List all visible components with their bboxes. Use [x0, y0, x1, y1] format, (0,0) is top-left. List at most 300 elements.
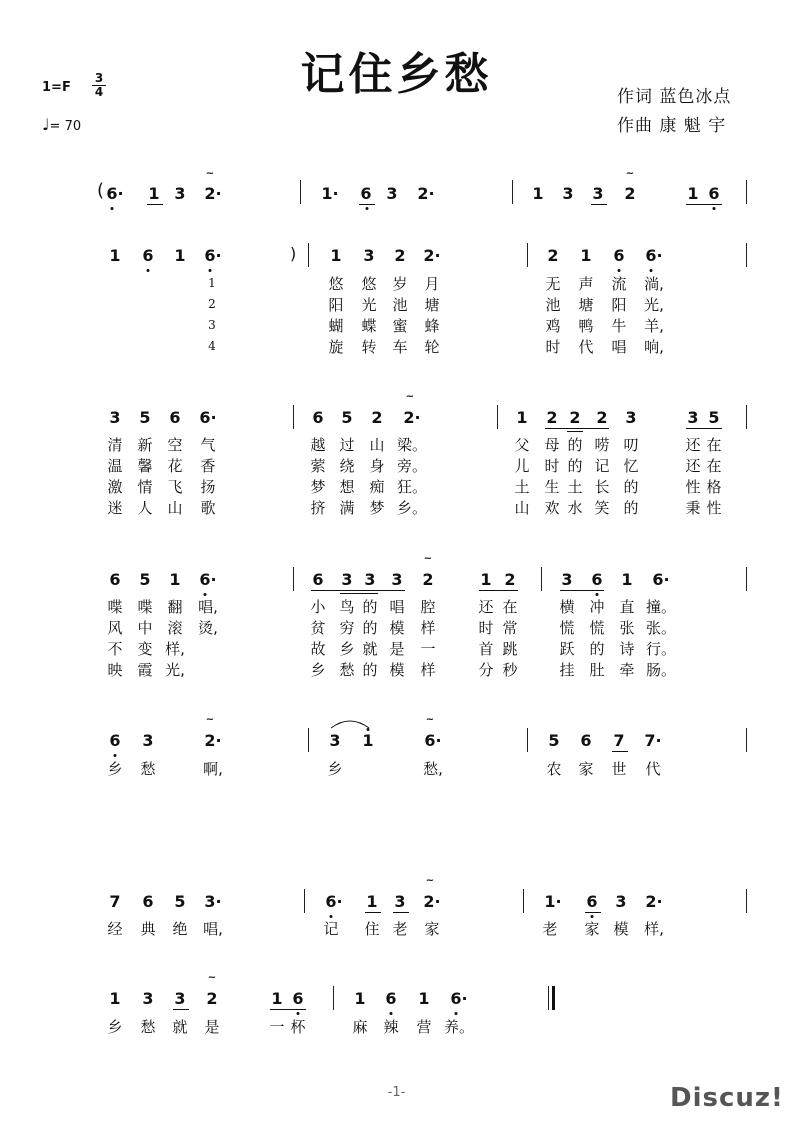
- lyric-char: 代: [578, 338, 594, 356]
- lyric-char: 梦: [369, 499, 385, 517]
- ornament-icon: ~: [425, 714, 435, 725]
- note: 1: [174, 246, 186, 265]
- lyric-char: 滚: [167, 619, 183, 637]
- lyric-char: 唱: [389, 598, 405, 616]
- lyric-char: 常: [502, 619, 518, 637]
- note: 3: [109, 408, 121, 427]
- beam: [612, 751, 628, 752]
- note: 1: [418, 989, 430, 1008]
- bar-line: [527, 728, 528, 752]
- note: 3: [592, 184, 604, 203]
- note: 6: [591, 570, 603, 589]
- ornament-icon: ~: [625, 168, 635, 179]
- lyric-char: 的: [567, 436, 583, 454]
- note: 6·: [199, 408, 217, 427]
- note: 6: [109, 731, 121, 750]
- note: 2·: [423, 246, 441, 265]
- lyric-char: 土: [514, 478, 530, 496]
- lyric-char: 跃: [559, 640, 575, 658]
- lyric-char: 是: [389, 640, 405, 658]
- lyric-char: 老: [392, 920, 408, 938]
- note: 2: [547, 246, 559, 265]
- beam: [311, 590, 405, 591]
- lyric-char: 翻: [167, 598, 183, 616]
- tempo-mark: [42, 115, 81, 134]
- lyric-char: 旁。: [396, 457, 428, 475]
- lyric-char: 欢: [544, 499, 560, 517]
- note: 2·: [204, 731, 222, 750]
- lyric-char: 性: [706, 499, 722, 517]
- bar-line: [304, 889, 305, 913]
- lyric-char: 变: [137, 640, 153, 658]
- high-dot: [367, 728, 370, 731]
- lyric-char: 营: [416, 1018, 432, 1036]
- note: 2: [504, 570, 516, 589]
- note: 3: [174, 184, 186, 203]
- lyric-char: 山: [369, 436, 385, 454]
- note: 6: [708, 184, 720, 203]
- lyric-char: 住: [364, 920, 380, 938]
- lyric-char: 映: [107, 661, 123, 679]
- lyric-char: 张。: [645, 619, 677, 637]
- note: 6: [613, 246, 625, 265]
- note: 6: [385, 989, 397, 1008]
- note: 3: [363, 246, 375, 265]
- lyric-char: 挂: [559, 661, 575, 679]
- lyric-char: 激: [107, 478, 123, 496]
- intro-close-paren: ): [290, 244, 297, 263]
- lyric-char: 的: [362, 598, 378, 616]
- lyric-char: 挤: [310, 499, 326, 517]
- lyric-char: 淌,: [644, 275, 664, 293]
- lyric-char: 霞: [137, 661, 153, 679]
- note: 2: [596, 408, 608, 427]
- lyric-char: 蜂: [424, 317, 440, 335]
- bar-line: [746, 180, 747, 204]
- lyric-char: 记: [323, 920, 339, 938]
- beam: [270, 1009, 306, 1010]
- note: 6·: [424, 731, 442, 750]
- lyric-char: 馨: [137, 457, 153, 475]
- note: 6: [142, 892, 154, 911]
- lyric-char: 喋: [107, 598, 123, 616]
- lyric-char: 流: [611, 275, 627, 293]
- lyric-char: 记: [594, 457, 610, 475]
- lyric-char: 唱,: [198, 598, 218, 616]
- end-bar-thin: [548, 986, 549, 1010]
- lyric-char: 样: [420, 619, 436, 637]
- lyric-char: 横: [559, 598, 575, 616]
- lyric-char: 经: [107, 920, 123, 938]
- lyric-char: 代: [645, 760, 661, 778]
- low-dot: [650, 269, 653, 272]
- note: 1: [687, 184, 699, 203]
- key-signature: 1=F: [42, 80, 71, 95]
- lyric-char: 的: [362, 619, 378, 637]
- lyric-char: 池: [392, 296, 408, 314]
- lyric-char: 乡: [327, 760, 343, 778]
- lyric-char: 轮: [424, 338, 440, 356]
- note: 2·: [417, 184, 435, 203]
- lyric-char: 秉: [685, 499, 701, 517]
- beam: [365, 912, 381, 913]
- note: 7: [613, 731, 625, 750]
- bar-line: [746, 243, 747, 267]
- ornament-icon: ~: [405, 391, 415, 402]
- beam: [560, 590, 604, 591]
- note: 2: [206, 989, 218, 1008]
- note: 3: [341, 570, 353, 589]
- note: 7: [109, 892, 121, 911]
- meter-top: 3: [94, 71, 104, 85]
- note: 6·: [199, 570, 217, 589]
- ornament-icon: ~: [425, 875, 435, 886]
- beam: [686, 428, 722, 429]
- lyric-char: 岁: [392, 275, 408, 293]
- note: 2: [394, 246, 406, 265]
- lyric-char: 响,: [644, 338, 664, 356]
- lyric-char: 叨: [623, 436, 639, 454]
- lyric-char: 是: [204, 1018, 220, 1036]
- note: 5: [139, 570, 151, 589]
- lyric-char: 车: [392, 338, 408, 356]
- note: 3: [364, 570, 376, 589]
- lyric-char: 新: [137, 436, 153, 454]
- lyric-char: 温: [107, 457, 123, 475]
- lyric-char: 香: [200, 457, 216, 475]
- ornament-icon: ~: [423, 553, 433, 564]
- lyric-char: 时: [544, 457, 560, 475]
- time-signature: [92, 72, 106, 99]
- note: 3: [174, 989, 186, 1008]
- bar-line: [746, 405, 747, 429]
- lyric-char: 直: [619, 598, 635, 616]
- lyric-char: 绕: [339, 457, 355, 475]
- note: 3: [394, 892, 406, 911]
- beam: [567, 431, 583, 432]
- bar-line: [746, 567, 747, 591]
- lyric-char: 的: [589, 640, 605, 658]
- lyric-char: 还: [478, 598, 494, 616]
- tie-arc: [328, 716, 372, 730]
- lyric-char: 转: [361, 338, 377, 356]
- lyric-char: 羊,: [644, 317, 664, 335]
- beam: [173, 1009, 189, 1010]
- quarter-note-icon: ♩: [42, 115, 50, 134]
- lyric-char: 阳: [611, 296, 627, 314]
- lyric-char: 人: [137, 499, 153, 517]
- note: 6·: [204, 246, 222, 265]
- note: 1: [109, 989, 121, 1008]
- lyric-char: 萦: [310, 457, 326, 475]
- lyric-char: 格: [706, 478, 722, 496]
- lyric-char: 光: [361, 296, 377, 314]
- beam: [591, 204, 607, 205]
- lyric-char: 鸭: [578, 317, 594, 335]
- verse-number: 4: [208, 339, 216, 353]
- low-dot: [297, 1012, 300, 1015]
- note: 2: [624, 184, 636, 203]
- lyric-char: 张: [619, 619, 635, 637]
- lyric-char: 空: [167, 436, 183, 454]
- lyric-char: 牛: [611, 317, 627, 335]
- lyric-char: 痴: [369, 478, 385, 496]
- tempo-value: = 70: [49, 119, 82, 134]
- lyric-char: 家: [578, 760, 594, 778]
- note: 6: [312, 408, 324, 427]
- lyric-char: 慌: [589, 619, 605, 637]
- lyric-char: 模: [613, 920, 629, 938]
- lyric-char: 麻: [352, 1018, 368, 1036]
- lyric-char: 绝: [172, 920, 188, 938]
- lyric-char: 愁: [339, 661, 355, 679]
- lyric-char: 唱,: [203, 920, 223, 938]
- note: 3: [687, 408, 699, 427]
- lyric-char: 歌: [200, 499, 216, 517]
- note: 3: [142, 989, 154, 1008]
- note: 1: [330, 246, 342, 265]
- bar-line: [746, 889, 747, 913]
- lyric-char: 蝴: [328, 317, 344, 335]
- lyric-char: 清: [107, 436, 123, 454]
- note: 1: [621, 570, 633, 589]
- lyric-char: 乡: [339, 640, 355, 658]
- lyric-char: 风: [107, 619, 123, 637]
- lyric-char: 肚: [589, 661, 605, 679]
- lyric-char: 烫,: [198, 619, 218, 637]
- lyric-char: 啊,: [203, 760, 223, 778]
- low-dot: [713, 207, 716, 210]
- lyric-char: 腔: [420, 598, 436, 616]
- intro-open-paren: (: [97, 180, 105, 201]
- lyric-char: 儿: [514, 457, 530, 475]
- low-dot: [366, 207, 369, 210]
- lyric-char: 鸟: [339, 598, 355, 616]
- lyric-char: 的: [362, 661, 378, 679]
- lyric-char: 小: [310, 598, 326, 616]
- note: 2·: [645, 892, 663, 911]
- lyric-char: 在: [502, 598, 518, 616]
- lyric-char: 蝶: [361, 317, 377, 335]
- bar-line: [527, 243, 528, 267]
- lyric-char: 长: [594, 478, 610, 496]
- lyric-char: 唱: [611, 338, 627, 356]
- verse-number: 1: [208, 276, 216, 290]
- lyric-char: 样,: [165, 640, 185, 658]
- note: 3: [391, 570, 403, 589]
- lyric-char: 飞: [167, 478, 183, 496]
- note: 1: [516, 408, 528, 427]
- lyric-char: 乡: [107, 1018, 123, 1036]
- lyric-char: 的: [567, 457, 583, 475]
- bar-line: [497, 405, 498, 429]
- note: 3·: [204, 892, 222, 911]
- low-dot: [209, 269, 212, 272]
- page-number: -1-: [387, 1085, 406, 1100]
- lyric-char: 光,: [644, 296, 664, 314]
- lyric-char: 塘: [578, 296, 594, 314]
- discuz-watermark: Discuz!: [670, 1083, 784, 1113]
- note: 7·: [644, 731, 662, 750]
- lyric-char: 悠: [328, 275, 344, 293]
- note: 6·: [450, 989, 468, 1008]
- beam: [479, 590, 518, 591]
- low-dot: [455, 1012, 458, 1015]
- beam: [686, 204, 722, 205]
- ornament-icon: ~: [205, 168, 215, 179]
- lyric-char: 时: [545, 338, 561, 356]
- lyric-char: 中: [137, 619, 153, 637]
- beam: [340, 593, 378, 594]
- lyric-char: 愁: [140, 760, 156, 778]
- note: 3: [142, 731, 154, 750]
- lyric-char: 冲: [589, 598, 605, 616]
- bar-line: [293, 405, 294, 429]
- lyric-char: 的: [623, 478, 639, 496]
- lyric-char: 跳: [502, 640, 518, 658]
- lyric-char: 声: [578, 275, 594, 293]
- note: 2: [371, 408, 383, 427]
- beam: [393, 912, 409, 913]
- lyric-char: 样,: [644, 920, 664, 938]
- lyric-char: 乡: [310, 661, 326, 679]
- note: 2·: [204, 184, 222, 203]
- bar-line: [333, 986, 334, 1010]
- note: 2: [546, 408, 558, 427]
- note: 6·: [645, 246, 663, 265]
- lyric-char: 气: [200, 436, 216, 454]
- lyric-char: 梁。: [396, 436, 428, 454]
- lyric-char: 性: [685, 478, 701, 496]
- lyric-char: 蜜: [392, 317, 408, 335]
- note: 5: [708, 408, 720, 427]
- low-dot: [111, 207, 114, 210]
- lyric-char: 秒: [502, 661, 518, 679]
- lyric-char: 诗: [619, 640, 635, 658]
- bar-line: [541, 567, 542, 591]
- lyric-char: 鸡: [545, 317, 561, 335]
- note: 3: [562, 184, 574, 203]
- lyric-char: 在: [706, 457, 722, 475]
- lyric-char: 典: [140, 920, 156, 938]
- lyric-char: 撞。: [645, 598, 677, 616]
- beam: [585, 912, 601, 913]
- note: 5: [139, 408, 151, 427]
- note: 6·: [106, 184, 124, 203]
- composer-credit: 作曲 康 魁 宇: [617, 116, 727, 136]
- lyric-char: 一: [269, 1018, 285, 1036]
- lyric-char: 肠。: [645, 661, 677, 679]
- lyric-char: 还: [685, 457, 701, 475]
- bar-line: [300, 180, 301, 204]
- note: 6: [586, 892, 598, 911]
- note: 1: [271, 989, 283, 1008]
- lyric-char: 辣: [383, 1018, 399, 1036]
- lyric-char: 喋: [137, 598, 153, 616]
- note: 2·: [423, 892, 441, 911]
- lyric-char: 在: [706, 436, 722, 454]
- bar-line: [308, 728, 309, 752]
- lyric-char: 愁: [140, 1018, 156, 1036]
- note: 6: [292, 989, 304, 1008]
- note: 5: [341, 408, 353, 427]
- lyric-char: 农: [546, 760, 562, 778]
- lyric-char: 花: [167, 457, 183, 475]
- lyric-char: 乡: [107, 760, 123, 778]
- lyric-char: 家: [584, 920, 600, 938]
- note: 6: [142, 246, 154, 265]
- note: 6: [169, 408, 181, 427]
- lyric-char: 世: [611, 760, 627, 778]
- note: 1: [148, 184, 160, 203]
- low-dot: [114, 754, 117, 757]
- note: 1: [109, 246, 121, 265]
- lyric-char: 狂。: [396, 478, 428, 496]
- note: 3: [561, 570, 573, 589]
- lyric-char: 牵: [619, 661, 635, 679]
- lyric-char: 乡。: [396, 499, 428, 517]
- lyric-char: 分: [478, 661, 494, 679]
- lyric-char: 模: [389, 661, 405, 679]
- lyric-char: 慌: [559, 619, 575, 637]
- lyric-char: 贫: [310, 619, 326, 637]
- lyric-char: 笑: [594, 499, 610, 517]
- lyric-char: 还: [685, 436, 701, 454]
- note: 1: [169, 570, 181, 589]
- lyric-char: 的: [623, 499, 639, 517]
- bar-line: [308, 243, 309, 267]
- lyric-char: 梦: [310, 478, 326, 496]
- note: 1: [354, 989, 366, 1008]
- note: 3: [615, 892, 627, 911]
- note: 1: [480, 570, 492, 589]
- bar-line: [293, 567, 294, 591]
- lyric-char: 父: [514, 436, 530, 454]
- low-dot: [147, 269, 150, 272]
- lyric-char: 不: [107, 640, 123, 658]
- lyric-char: 杯: [290, 1018, 306, 1036]
- note: 2·: [403, 408, 421, 427]
- bar-line: [523, 889, 524, 913]
- lyric-char: 一: [420, 640, 436, 658]
- end-bar-thick: [552, 986, 555, 1010]
- note: 5: [548, 731, 560, 750]
- note: 1: [532, 184, 544, 203]
- lyric-char: 想: [339, 478, 355, 496]
- lyric-char: 生: [544, 478, 560, 496]
- note: 6·: [652, 570, 670, 589]
- lyric-char: 迷: [107, 499, 123, 517]
- lyric-char: 扬: [200, 478, 216, 496]
- lyric-char: 土: [567, 478, 583, 496]
- bar-line: [512, 180, 513, 204]
- note: 3: [329, 731, 341, 750]
- lyric-char: 阳: [328, 296, 344, 314]
- note: 5: [174, 892, 186, 911]
- lyric-char: 唠: [594, 436, 610, 454]
- lyric-char: 身: [369, 457, 385, 475]
- lyric-char: 首: [478, 640, 494, 658]
- lyric-char: 穷: [339, 619, 355, 637]
- lyric-char: 时: [478, 619, 494, 637]
- lyric-char: 家: [424, 920, 440, 938]
- note: 3: [625, 408, 637, 427]
- verse-number: 2: [208, 297, 216, 311]
- note: 6: [580, 731, 592, 750]
- note: 1·: [321, 184, 339, 203]
- lyric-char: 忆: [623, 457, 639, 475]
- low-dot: [618, 269, 621, 272]
